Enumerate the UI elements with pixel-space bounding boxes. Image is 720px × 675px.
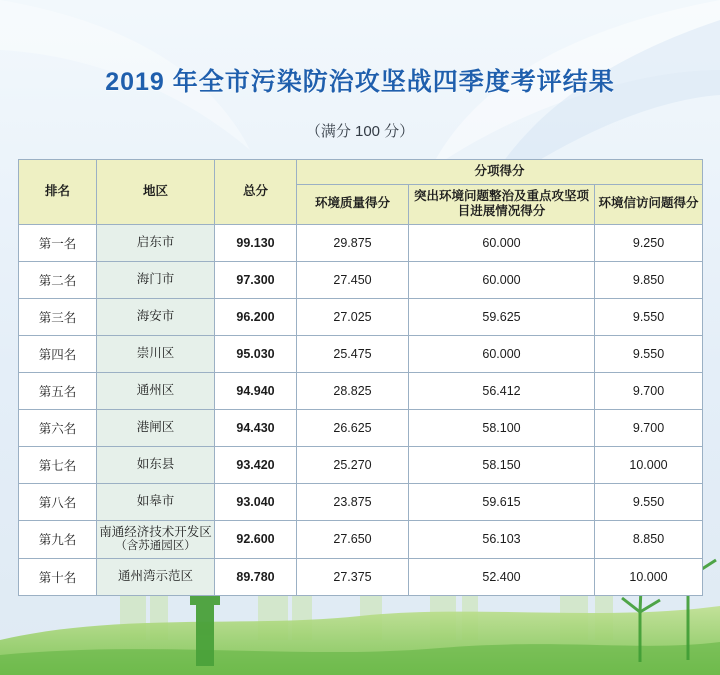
cell-total: 96.200	[215, 298, 297, 335]
cell-project: 52.400	[409, 558, 595, 595]
cell-complaint: 8.850	[595, 520, 703, 558]
cell-region: 如东县	[97, 446, 215, 483]
table-row	[19, 409, 703, 446]
cell-quality: 23.875	[297, 483, 409, 520]
region-note: （含苏通园区）	[115, 539, 196, 552]
cell-quality: 28.825	[297, 372, 409, 409]
cell-rank: 第九名	[19, 520, 97, 558]
cell-total: 92.600	[215, 520, 297, 558]
cell-complaint: 9.550	[595, 335, 703, 372]
cell-project: 58.100	[409, 409, 595, 446]
cell-total: 93.420	[215, 446, 297, 483]
header-group-subscores: 分项得分	[297, 160, 703, 185]
cell-region: 港闸区	[97, 409, 215, 446]
cell-rank: 第一名	[19, 224, 97, 261]
cell-region: 通州区	[97, 372, 215, 409]
cell-complaint: 9.700	[595, 372, 703, 409]
cell-region: 通州湾示范区	[97, 558, 215, 595]
table-row	[19, 483, 703, 520]
cell-quality: 26.625	[297, 409, 409, 446]
header-sub-project: 突出环境问题整治及重点攻坚项目进展情况得分	[409, 184, 595, 224]
cell-complaint: 10.000	[595, 558, 703, 595]
cell-quality: 27.025	[297, 298, 409, 335]
cell-complaint: 10.000	[595, 446, 703, 483]
cell-total: 95.030	[215, 335, 297, 372]
header-total: 总分	[215, 160, 297, 225]
cell-complaint: 9.550	[595, 483, 703, 520]
table-body	[19, 224, 703, 595]
cell-quality: 27.450	[297, 261, 409, 298]
page-subtitle: （满分 100 分）	[305, 123, 415, 140]
cell-total: 93.040	[215, 483, 297, 520]
table-header	[19, 160, 703, 225]
cell-complaint: 9.700	[595, 409, 703, 446]
cell-region: 启东市	[97, 224, 215, 261]
cell-region: 海安市	[97, 298, 215, 335]
cell-project: 58.150	[409, 446, 595, 483]
cell-complaint: 9.550	[595, 298, 703, 335]
table-row	[19, 224, 703, 261]
cell-region: 如皋市	[97, 483, 215, 520]
table-row	[19, 298, 703, 335]
cell-project: 60.000	[409, 335, 595, 372]
cell-quality: 25.270	[297, 446, 409, 483]
table-row	[19, 261, 703, 298]
cell-total: 99.130	[215, 224, 297, 261]
cell-rank: 第八名	[19, 483, 97, 520]
cell-rank: 第十名	[19, 558, 97, 595]
table-row	[19, 446, 703, 483]
cell-quality: 27.375	[297, 558, 409, 595]
page-title: 2019 年全市污染防治攻坚战四季度考评结果	[105, 68, 615, 96]
evaluation-results-table	[18, 159, 703, 596]
cell-project: 59.625	[409, 298, 595, 335]
cell-project: 56.103	[409, 520, 595, 558]
cell-project: 59.615	[409, 483, 595, 520]
cell-complaint: 9.850	[595, 261, 703, 298]
table-row	[19, 520, 703, 558]
cell-region: 海门市	[97, 261, 215, 298]
cell-project: 60.000	[409, 261, 595, 298]
cell-quality: 25.475	[297, 335, 409, 372]
cell-region: 崇川区	[97, 335, 215, 372]
header-region: 地区	[97, 160, 215, 225]
cell-total: 89.780	[215, 558, 297, 595]
cell-total: 94.940	[215, 372, 297, 409]
cell-quality: 29.875	[297, 224, 409, 261]
header-sub-quality: 环境质量得分	[297, 184, 409, 224]
table-row	[19, 372, 703, 409]
cell-rank: 第三名	[19, 298, 97, 335]
table-row	[19, 335, 703, 372]
cell-total: 94.430	[215, 409, 297, 446]
cell-project: 56.412	[409, 372, 595, 409]
cell-rank: 第二名	[19, 261, 97, 298]
cell-rank: 第五名	[19, 372, 97, 409]
header-sub-complaint: 环境信访问题得分	[595, 184, 703, 224]
cell-total: 97.300	[215, 261, 297, 298]
cell-project: 60.000	[409, 224, 595, 261]
cell-complaint: 9.250	[595, 224, 703, 261]
cell-region: 南通经济技术开发区 （含苏通园区）	[97, 520, 215, 558]
cell-rank: 第七名	[19, 446, 97, 483]
cell-quality: 27.650	[297, 520, 409, 558]
header-rank: 排名	[19, 160, 97, 225]
table-row	[19, 558, 703, 595]
cell-rank: 第四名	[19, 335, 97, 372]
cell-rank: 第六名	[19, 409, 97, 446]
